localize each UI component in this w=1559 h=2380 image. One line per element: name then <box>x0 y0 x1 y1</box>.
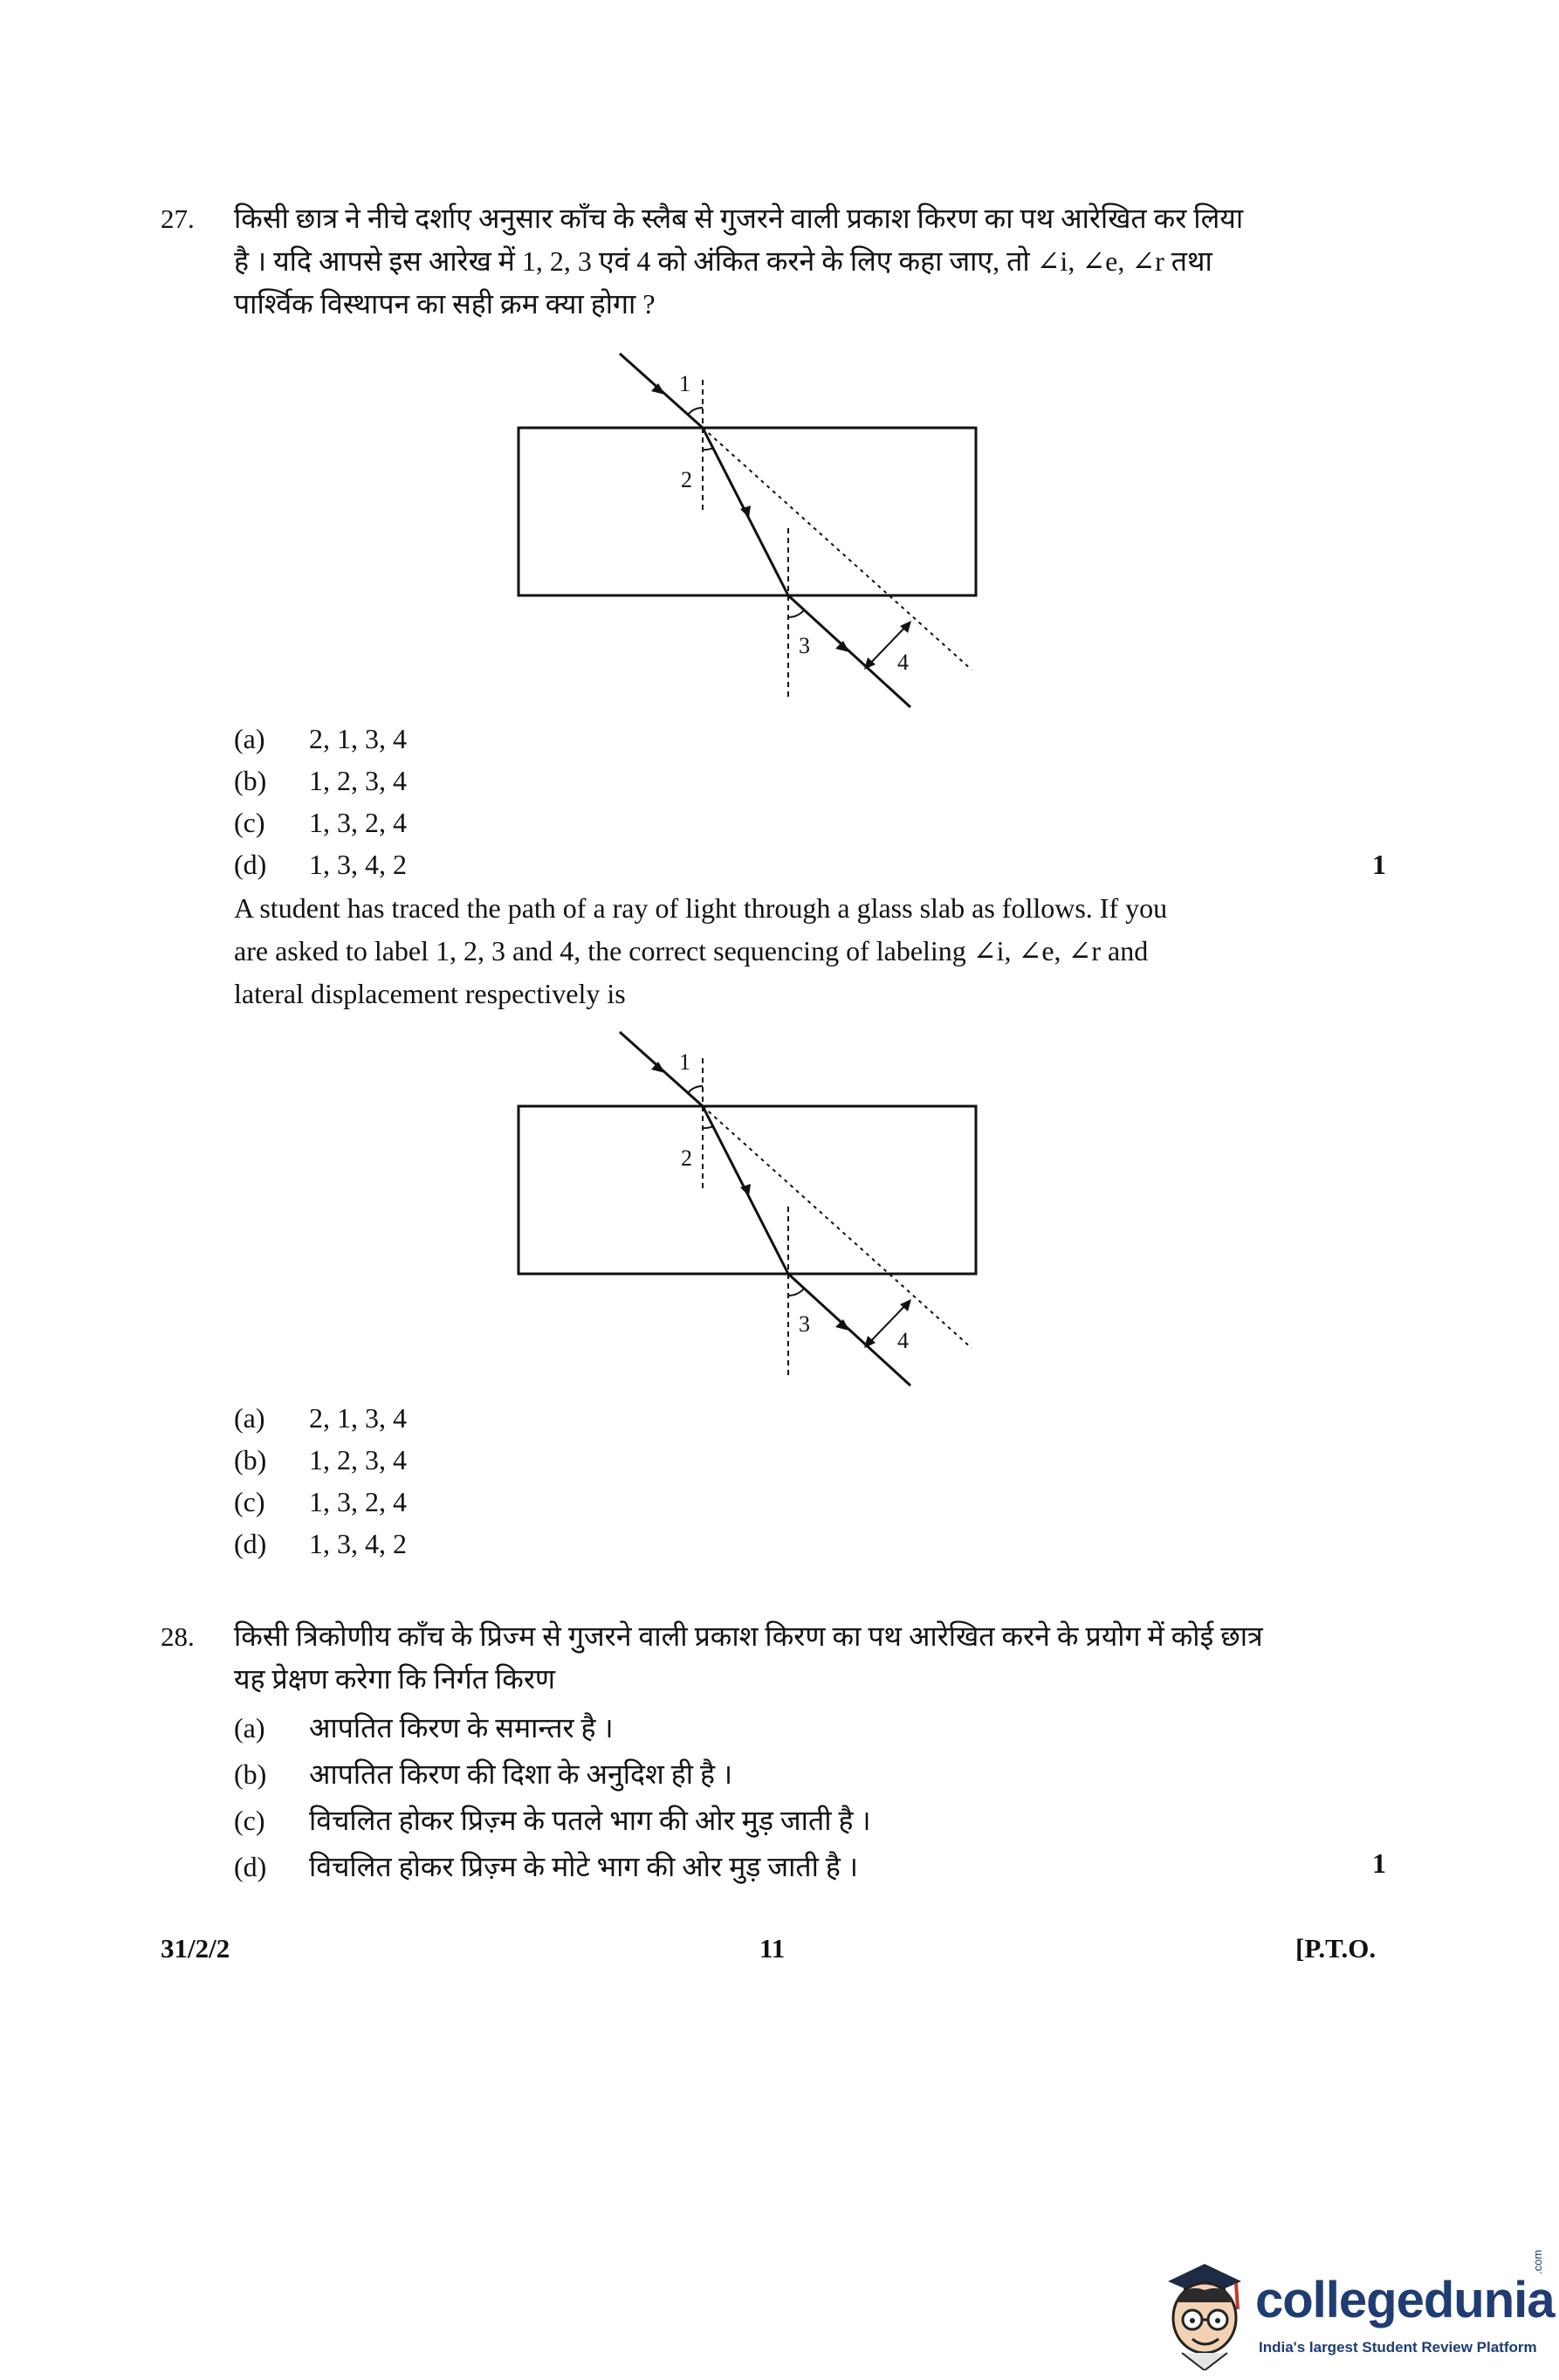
q28-option: (c) विचलित होकर प्रिज़्म के पतले भाग की ओर मुड़ जाती है । <box>234 1805 871 1836</box>
q27-option: (b) 1, 2, 3, 4 <box>234 765 407 796</box>
q28-option: (b) आपतित किरण की दिशा के अनुदिश ही है । <box>234 1758 733 1790</box>
q27-number: 27. <box>161 203 195 234</box>
q28-hindi-text <box>234 1615 1347 1701</box>
q27-hindi-text <box>234 197 1347 326</box>
figure-label: 1 <box>679 371 690 396</box>
q27-option: (a) 2, 1, 3, 4 <box>234 1402 407 1434</box>
glass-slab-figure-1 <box>506 345 986 712</box>
mascot-icon <box>1150 2248 1253 2370</box>
q27-english-text <box>234 887 1347 1015</box>
q27-option: (c) 1, 3, 2, 4 <box>234 1486 407 1517</box>
figure-label: 3 <box>799 1311 810 1337</box>
pto-marker: [P.T.O. <box>1295 1933 1377 1964</box>
figure-label: 3 <box>799 633 810 658</box>
q28-number: 28. <box>161 1621 195 1652</box>
arrow-head <box>835 641 849 652</box>
q28-hindi-line: यह प्रेक्षण करेगा कि निर्गत किरण <box>234 1663 556 1695</box>
q27-marks: 1 <box>1372 849 1386 880</box>
angle-arc <box>788 610 804 617</box>
angle-arc <box>703 448 713 450</box>
figure-label: 2 <box>681 467 692 492</box>
extended-incident-ray <box>703 1106 972 1348</box>
angle-arc <box>688 408 703 415</box>
figure-label: 4 <box>897 650 909 675</box>
extended-incident-ray <box>703 428 972 670</box>
angle-arc <box>788 1289 804 1296</box>
glass-slab-figure-2 <box>506 1023 986 1390</box>
figure-label: 1 <box>679 1049 690 1075</box>
q27-hindi-line: पार्श्विक विस्थापन का सही क्रम क्या होगा ? <box>234 288 656 320</box>
q27-english-line: lateral displacement respectively is <box>234 978 626 1009</box>
angle-arc <box>688 1086 703 1093</box>
paper-code: 31/2/2 <box>161 1933 230 1964</box>
angle-arc <box>703 1126 713 1128</box>
q27-option: (c) 1, 3, 2, 4 <box>234 807 407 838</box>
q27-hindi-line: किसी छात्र ने नीचे दर्शाए अनुसार काँच के स्लैब से गुजरने वाली प्रकाश किरण का पथ आरेखित कर लिया <box>234 203 1244 234</box>
q28-hindi-line: किसी त्रिकोणीय काँच के प्रिज्म से गुजरने वाली प्रकाश किरण का पथ आरेखित करने के प्रयोग में कोई छात्र <box>234 1620 1263 1652</box>
figure-label: 2 <box>681 1145 692 1171</box>
q27-option: (d) 1, 3, 4, 2 <box>234 1528 407 1559</box>
q27-english-line: are asked to label 1, 2, 3 and 4, the correct sequencing of labeling ∠i, ∠e, ∠r and <box>234 935 1149 966</box>
q28-marks: 1 <box>1372 1847 1386 1879</box>
page-number: 11 <box>759 1933 786 1964</box>
arrow-head <box>740 1184 751 1196</box>
q27-option: (b) 1, 2, 3, 4 <box>234 1444 407 1475</box>
logo-wordmark: collegedunia <box>1255 2272 1555 2328</box>
arrow-head <box>740 506 751 518</box>
figure-label: 4 <box>897 1328 909 1353</box>
logo-tagline: India's largest Student Review Platform <box>1259 2339 1537 2356</box>
q28-option: (d) विचलित होकर प्रिज़्म के मोटे भाग की ओर मुड़ जाती है । <box>234 1851 859 1882</box>
q27-english-line: A student has traced the path of a ray of light through a glass slab as follows. If you <box>234 892 1168 924</box>
q27-hindi-line: है । यदि आपसे इस आरेख में 1, 2, 3 एवं 4 को अंकित करने के लिए कहा जाए, तो ∠i, ∠e, ∠r तथा <box>234 245 1212 277</box>
collegedunia-logo <box>1150 2248 1555 2370</box>
logo-suffix: .com <box>1531 2249 1544 2274</box>
arrow-head <box>835 1319 849 1331</box>
q28-option: (a) आपतित किरण के समान्तर है । <box>234 1712 614 1744</box>
q27-option: (d) 1, 3, 4, 2 <box>234 849 407 880</box>
q27-option: (a) 2, 1, 3, 4 <box>234 723 407 754</box>
